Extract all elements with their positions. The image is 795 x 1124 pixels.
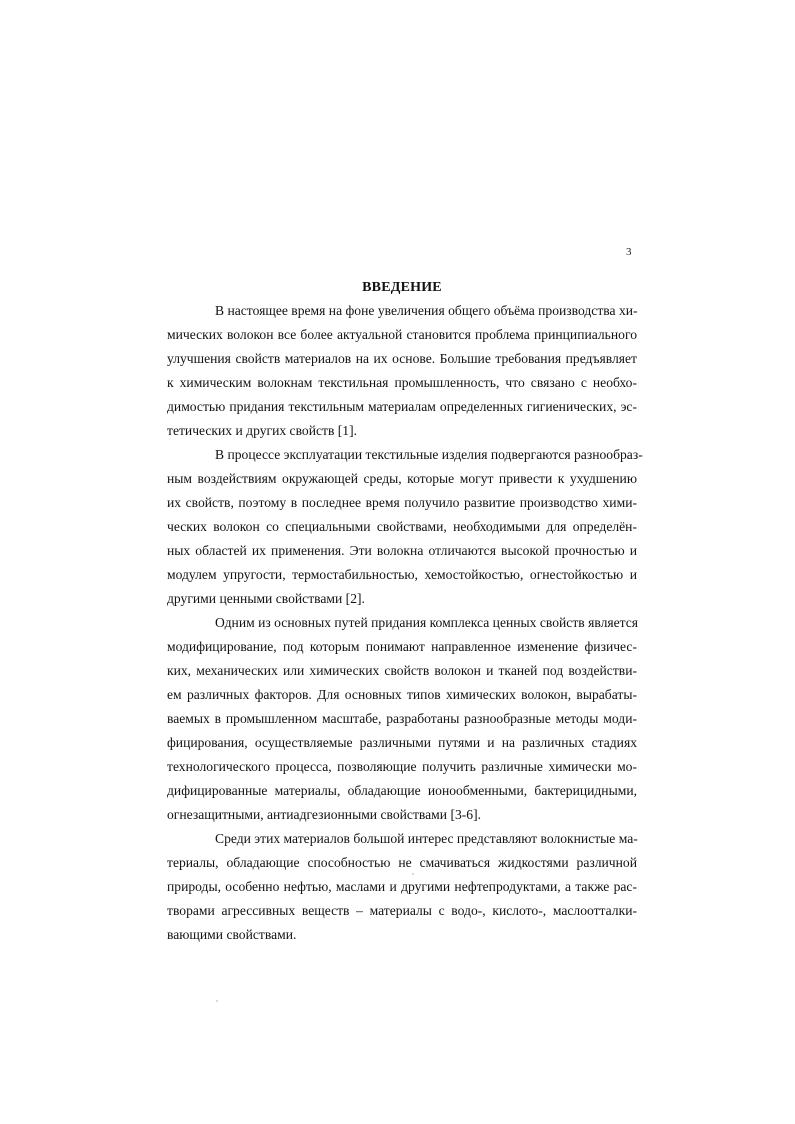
text-line: ных областей их применения. Эти волокна отличаются высокой прочностью и: [167, 543, 637, 558]
text-line: ным воздействиям окружающей среды, которые могут привести к ухудшению: [167, 471, 637, 486]
text-line: ваемых в промышленном масштабе, разработаны разнообразные методы моди-: [167, 711, 637, 726]
text-line: В настоящее время на фоне увеличения общего объёма производства хи-: [215, 303, 638, 318]
text-line: их свойств, поэтому в последнее время получило развитие производство хими-: [167, 495, 637, 510]
paragraph-3: [167, 611, 637, 827]
text-line: природы, особенно нефтью, маслами и другими нефтепродуктами, а также рас-: [167, 879, 637, 894]
text-line: териалы, обладающие способностью не смачиваться жидкостями различной: [167, 855, 637, 870]
paragraph-4: [167, 827, 637, 947]
text-line: димостью придания текстильным материалам определенных гигиенических, эс-: [167, 399, 637, 414]
text-line: ких, механических или химических свойств волокон и тканей под воздействи-: [167, 663, 637, 678]
text-line: мических волокон все более актуальной становится проблема принципиального: [167, 327, 637, 342]
text-line: Среди этих материалов большой интерес представляют волокнистые ма-: [215, 831, 638, 846]
text-line: ем различных факторов. Для основных типов химических волокон, вырабаты-: [167, 687, 637, 702]
text-line: тетических и других свойств [1].: [167, 423, 358, 438]
text-line: технологического процесса, позволяющие получить различные химически мо-: [167, 759, 637, 774]
text-line: ческих волокон со специальными свойствами, необходимыми для определён-: [167, 519, 637, 534]
text-line: фицирования, осуществляемые различными путями и на различных стадиях: [167, 735, 637, 750]
text-line: Одним из основных путей придания комплекса ценных свойств является: [215, 615, 639, 630]
text-line: творами агрессивных веществ – материалы с водо-, кислото-, маслоотталки-: [167, 903, 637, 918]
text-line: к химическим волокнам текстильная промышленность, что связано с необхо-: [167, 375, 637, 390]
page-number: 3: [626, 246, 632, 258]
text-line: модифицирование, под которым понимают направленное изменение физичес-: [167, 639, 637, 654]
scan-speck: [412, 873, 414, 875]
paragraph-2: [167, 443, 643, 611]
text-line: улучшения свойств материалов на их основе. Большие требования предъявляет: [167, 351, 637, 366]
text-line: дифицированные материалы, обладающие ионообменными, бактерицидными,: [167, 783, 637, 798]
scan-speck: [216, 1000, 218, 1002]
text-line: огнезащитными, антиадгезионными свойствами [3-6].: [167, 807, 482, 822]
text-line: В процессе эксплуатации текстильные изделия подвергаются разнообраз-: [215, 447, 643, 462]
text-line: другими ценными свойствами [2].: [167, 591, 365, 606]
body-text: [167, 299, 643, 947]
text-line: вающими свойствами.: [167, 927, 297, 942]
text-line: модулем упругости, термостабильностью, хемостойкостью, огнестойкостью и: [167, 567, 637, 582]
section-title: ВВЕДЕНИЕ: [362, 280, 442, 295]
paragraph-1: [167, 299, 637, 443]
